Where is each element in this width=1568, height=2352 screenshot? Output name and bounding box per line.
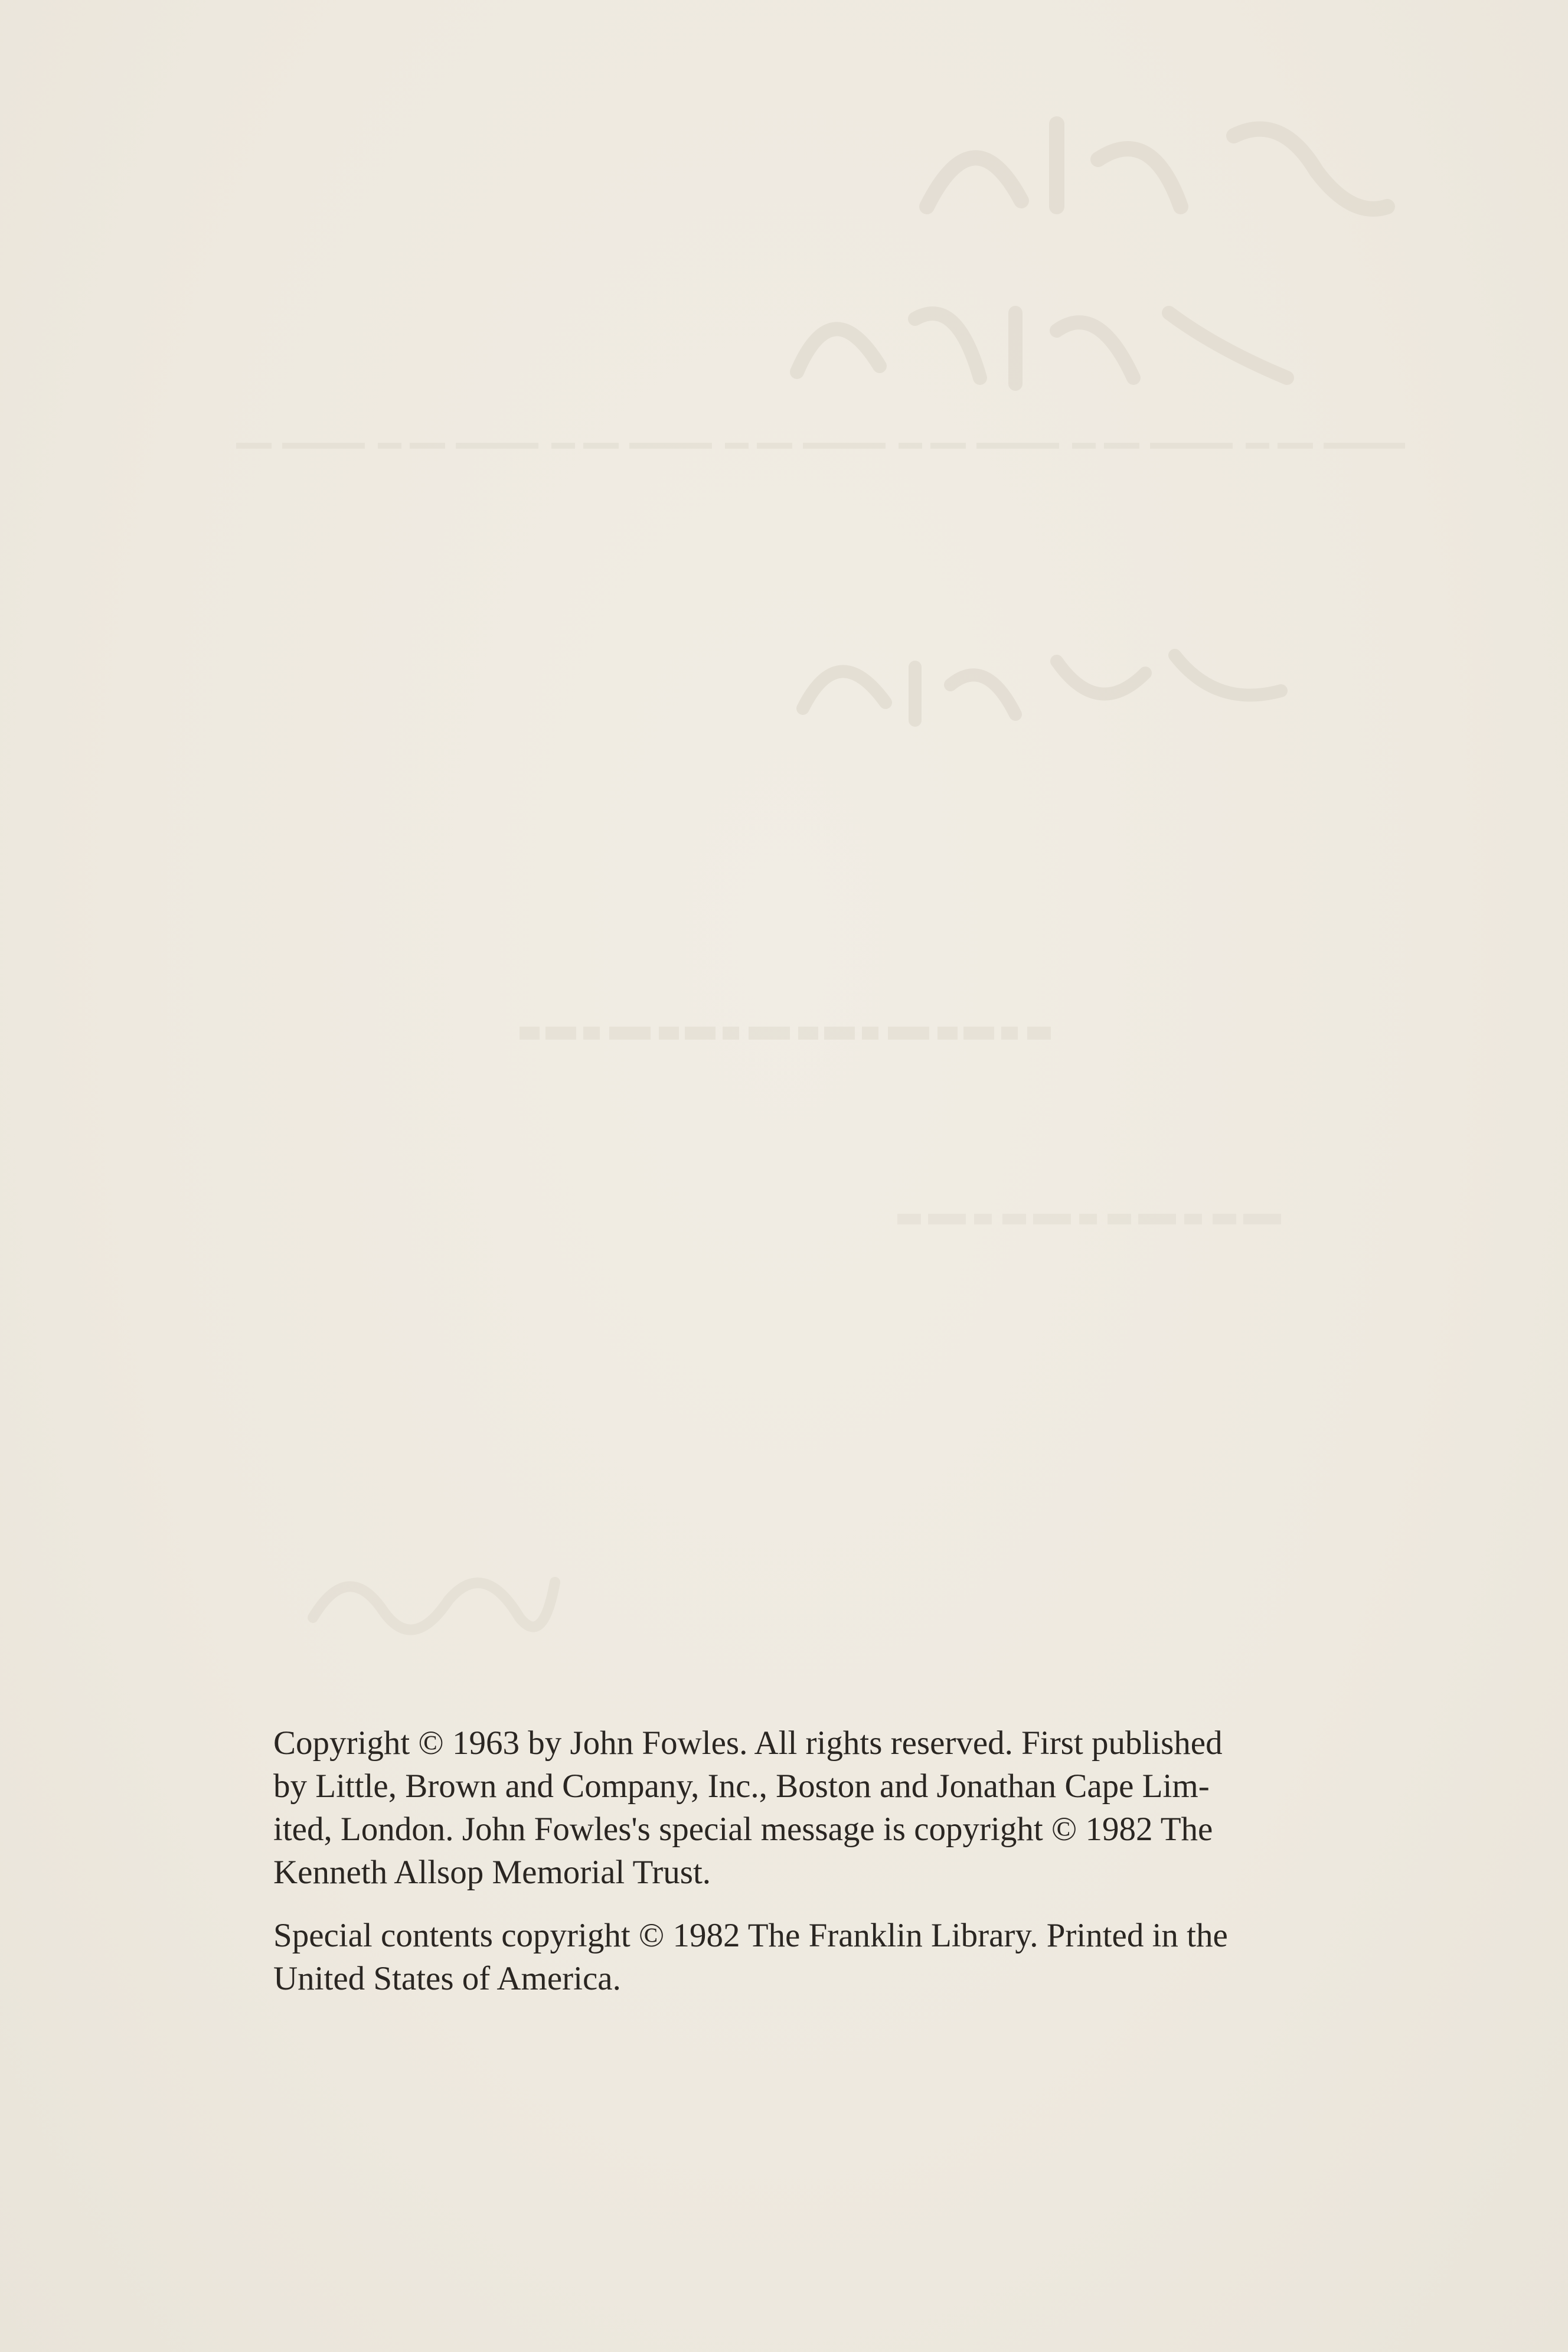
copyright-paragraph [273,1721,1324,1894]
copyright-line-text: Copyright © 1963 by John Fowles. All rights reserved. First published [273,1724,1223,1762]
copyright-line: United States of America. [273,1960,621,1997]
special-contents-paragraph [273,1914,1324,2000]
copyright-line: Kenneth Allsop Memorial Trust. [273,1854,711,1891]
copyright-line [273,1721,1324,1765]
show-through-title-line-1 [903,89,1405,242]
show-through-illustrator-line [520,1015,1051,1051]
show-through-signature [295,1547,567,1665]
copyright-line: ited, London. John Fowles's special message is copyright © 1982 The [273,1811,1213,1848]
copyright-notice [273,1721,1324,2000]
show-through-author-name [791,620,1293,744]
show-through-rule [236,431,1405,460]
copyright-line: Special contents copyright © 1982 The Franklin Library. Printed in the [273,1917,1228,1954]
show-through-publisher-line [897,1204,1287,1234]
show-through-title-line-2 [779,277,1311,401]
copyright-line: by Little, Brown and Company, Inc., Boston and Jonathan Cape Lim- [273,1768,1210,1805]
